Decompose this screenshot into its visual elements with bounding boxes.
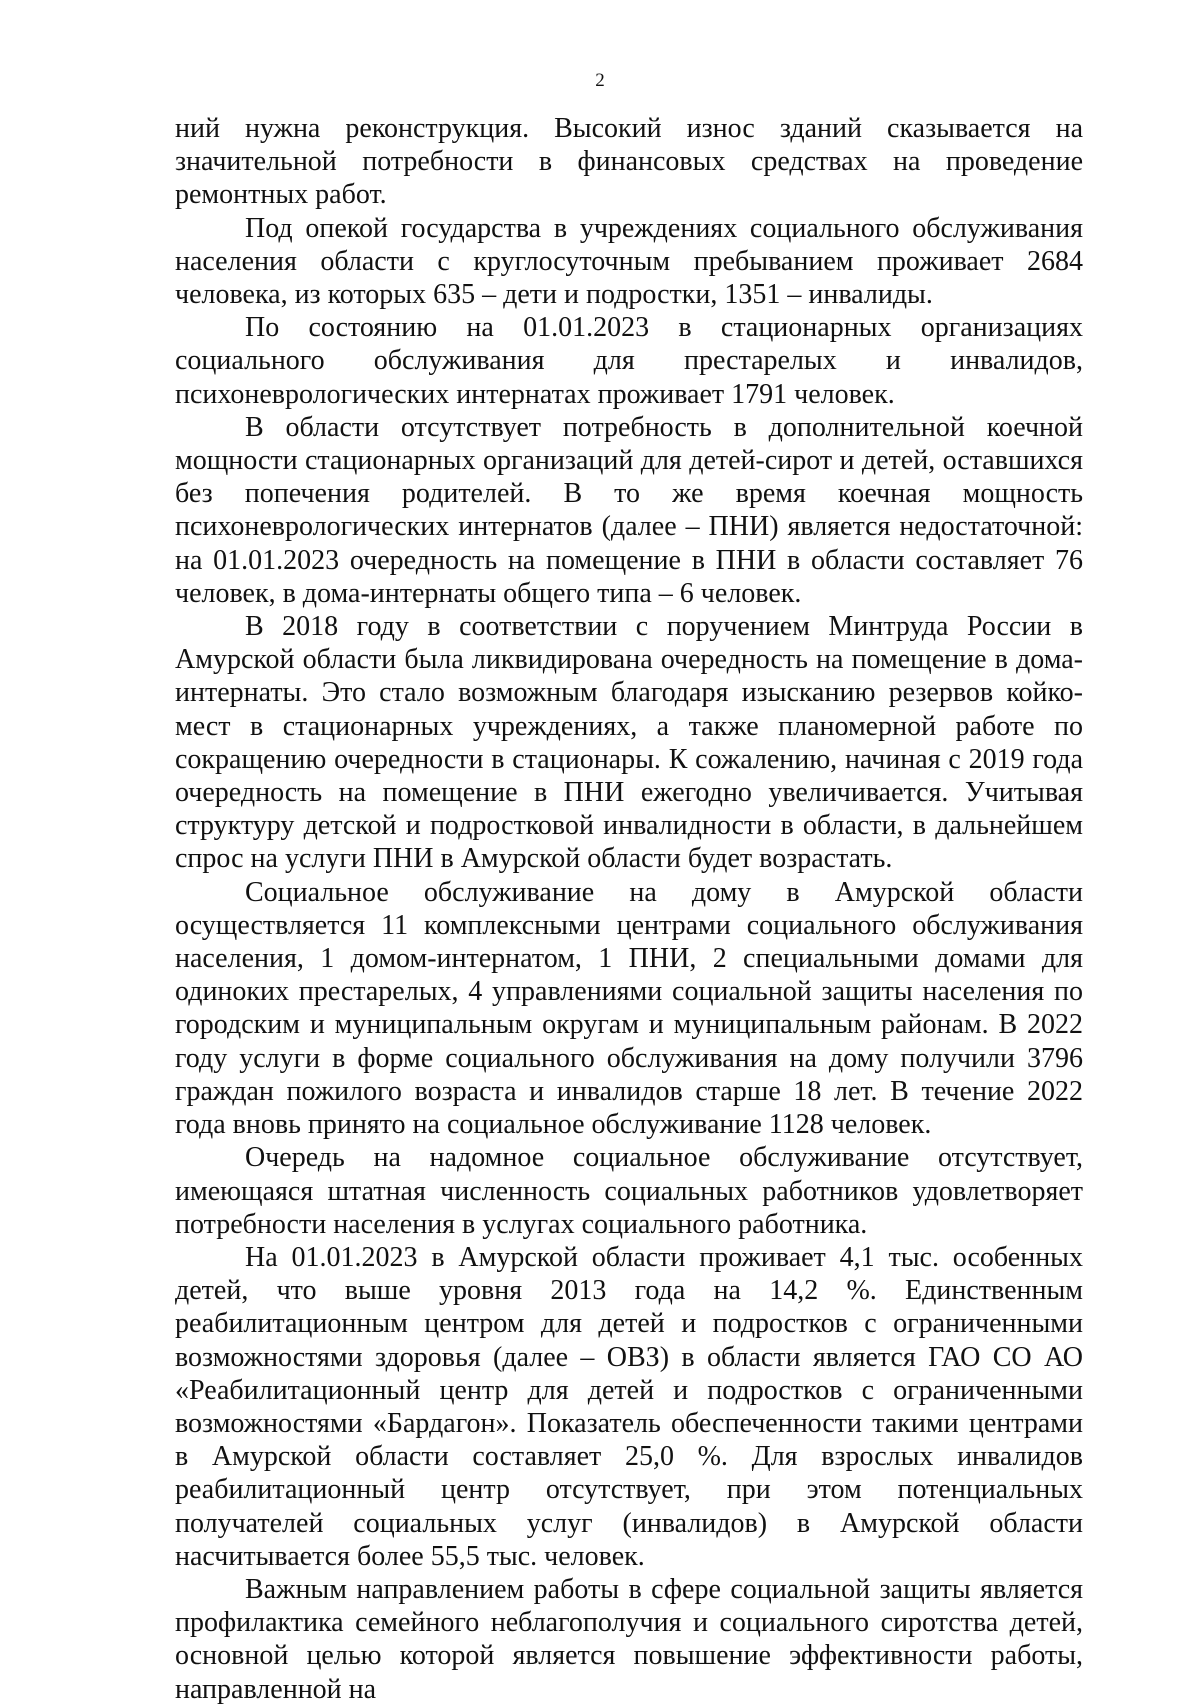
document-body	[175, 112, 1083, 1706]
paragraph-rehabilitation-center: На 01.01.2023 в Амурской области проживает 4,1 тыс. особенных детей, что выше уровня 2013 года на 14,2 %. Единственным реабилитационным центром для детей и подростков с ограниченными возможностями здоровья (далее – ОВЗ) в области является ГАО СО АО «Реабилитационный центр для детей и подростков с ограниченными возможностями «Бардагон». Показатель обеспеченности такими центрами в Амурской области составляет 25,0 %. Для взрослых инвалидов реабилитационный центр отсутствует, при этом потенциальных получателей социальных услуг (инвалидов) в Амурской области насчитывается более 55,5 тыс. человек.	[175, 1241, 1083, 1572]
paragraph-stationary-organizations: По состоянию на 01.01.2023 в стационарных организациях социального обслуживания для престарелых и инвалидов, психоневрологических интернатах проживает 1791 человек.	[175, 312, 1083, 410]
paragraph-continuation: ний нужна реконструкция. Высокий износ зданий сказывается на значительной потребности в финансовых средствах на проведение ремонтных работ.	[175, 113, 1083, 211]
paragraph-bed-capacity: В области отсутствует потребность в дополнительной коечной мощности стационарных организаций для детей-сирот и детей, оставшихся без попечения родителей. В то же время коечная мощность психоневрологических интернатов (далее – ПНИ) является недостаточной: на 01.01.2023 очередность на помещение в ПНИ в области составляет 76 человек, в дома-интернаты общего типа – 6 человек.	[175, 411, 1083, 609]
paragraph-home-services: Социальное обслуживание на дому в Амурской области осуществляется 11 комплексными центрами социального обслуживания населения, 1 домом-интернатом, 1 ПНИ, 2 специальными домами для одиноких престарелых, 4 управлениями социальной защиты населения по городским и муниципальным округам и муниципальным районам. В 2022 году услуги в форме социального обслуживания на дому получили 3796 граждан пожилого возраста и инвалидов старше 18 лет. В течение 2022 года вновь принято на социальное обслуживание 1128 человек.	[175, 876, 1083, 1141]
paragraph-home-service-queue: Очередь на надомное социальное обслуживание отсутствует, имеющаяся штатная численность социальных работников удовлетворяет потребности населения в услугах социального работника.	[175, 1142, 1083, 1240]
paragraph-family-prevention: Важным направлением работы в сфере социальной защиты является профилактика семейного неблагополучия и социального сиротства детей, основной целью которой является повышение эффективности работы, направленной на	[175, 1573, 1083, 1705]
paragraph-queue-2018: В 2018 году в соответствии с поручением Минтруда России в Амурской области была ликвидирована очередность на помещение в дома-интернаты. Это стало возможным благодаря изысканию резервов койко-мест в стационарных учреждениях, а также планомерной работе по сокращению очередности в стационары. К сожалению, начиная с 2019 года очередность на помещение в ПНИ ежегодно увеличивается. Учитывая структуру детской и подростковой инвалидности в области, в дальнейшем спрос на услуги ПНИ в Амурской области будет возрастать.	[175, 611, 1083, 875]
page-number: 2	[595, 70, 605, 91]
paragraph-state-care: Под опекой государства в учреждениях социального обслуживания населения области с круглосуточным пребыванием проживает 2684 человека, из которых 635 – дети и подростки, 1351 – инвалиды.	[175, 212, 1083, 311]
